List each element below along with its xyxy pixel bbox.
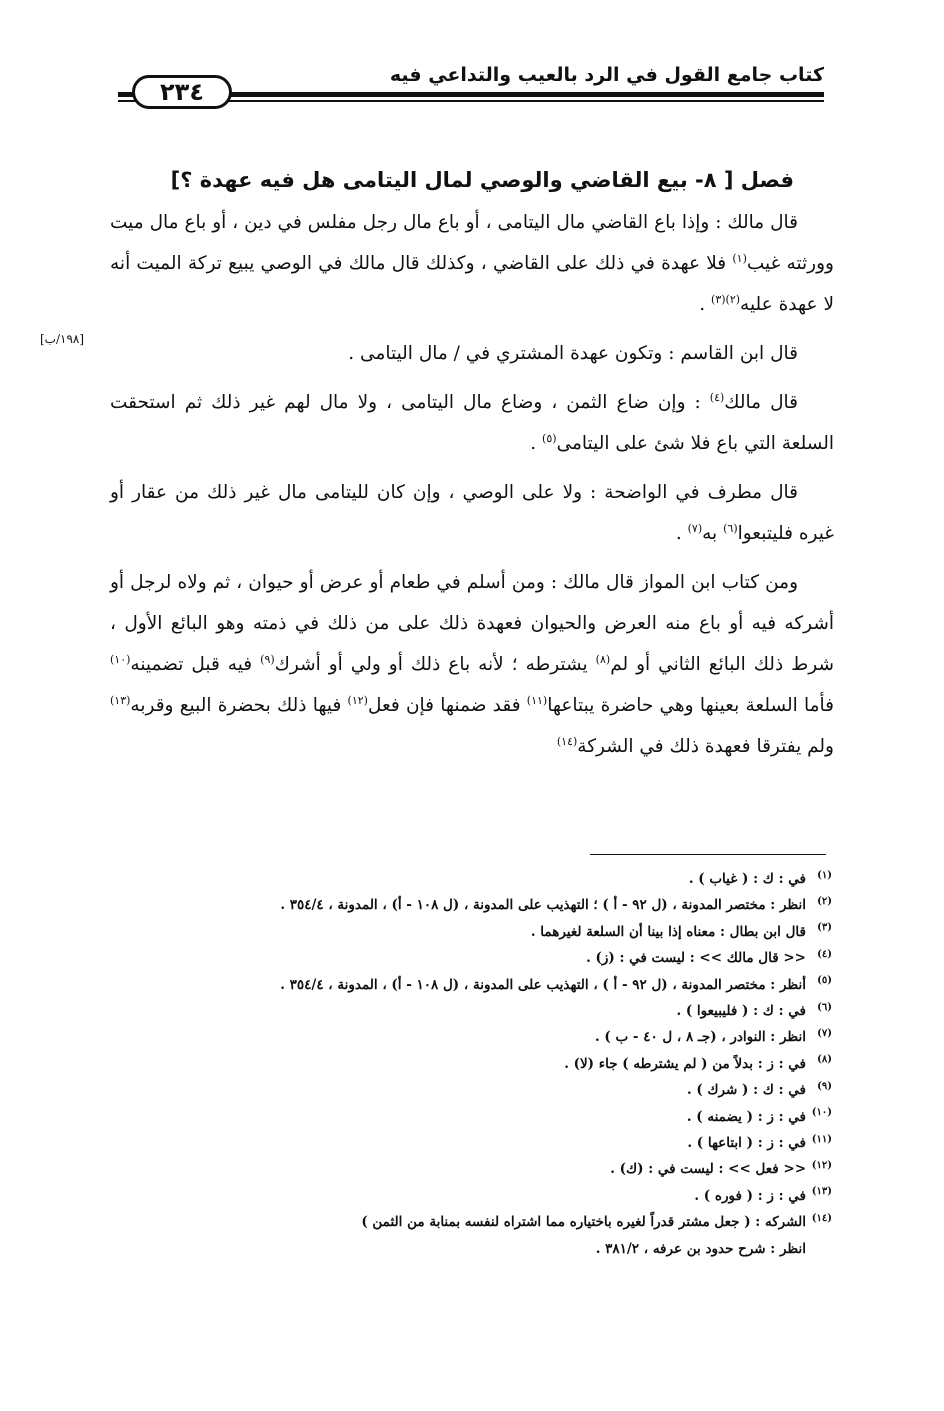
footnote-ref: (١٢) [347,693,368,707]
footnote-ref: (١٣) [110,693,131,707]
book-title: كتاب جامع القول في الرد بالعيب والتداعي فيه [382,64,824,86]
footnote: (٢)انظر : مختصر المدونة ، (ل ٩٢ - أ ) ؛ التهذيب على المدونة ، (ل ١٠٨ - أ) ، المدونة ، ٣٥٤/٤ . [280,895,832,914]
paragraph: ومن كتاب ابن المواز قال مالك : ومن أسلم في طعام أو عرض أو حيوان ، ثم ولاه لرجل أو أشركه فيه أو باع منه العرض والحيوان فعهدة ذلك على من ذلك في ذمته وهو البائع الأول ، شرط ذلك البائع الثاني أو لم$^{(٨)}$ يشترطه ؛ لأنه باع ذلك أو ولي أو أشرك$^{(٩)}$ فيه قبل تضمينه$^{(١٠)}$ فأما السلعة بعينها وهي حاضرة يبتاعها$^{(١١)}$ فقد ضمنها فإن فعل$^{(١٢)}$ فيها ذلك بحضرة البيع وقربه$^{(١٣)}$ ولم يفترقا فعهدة ذلك في الشركة$^{(١٤)}$ [110,572,834,757]
paragraph: قال ابن القاسم : وتكون عهدة المشتري في / مال اليتامى . [348,343,798,364]
paragraph: قال مطرف في الواضحة : ولا على الوصي ، وإن كان لليتامى مال غير ذلك من عقار أو غيره فليتبعوا$^{(٦)}$ به$^{(٧)}$ . [110,482,834,544]
footnote-ref: (٥) [542,431,557,445]
footnote: (١)في : ك : ( غياب ) . [688,869,832,887]
footnote-ref: (١) [732,251,747,265]
footnote-ref: (٢)(٣) [711,292,741,306]
footnote: (٦)في : ك : ( فليبيعوا ) . [676,1001,832,1020]
footnote: (١٢)<< فعل >> : ليست في : (ك) . [610,1159,832,1178]
footnote: (٨)في : ز : بدلاً من ( لم يشترطه ) جاء (لا) . [564,1054,832,1072]
page-number: ٢٣٤ [132,75,232,109]
footnote: (٣)قال ابن بطال : معناه إذا بينا أن السلعة لغيرهما . [530,922,832,940]
paragraph: قال مالك : وإذا باع القاضي مال اليتامى ، أو باع مال رجل مفلس في دين ، أو باع مال ميت وورثته غيب$^{(١)}$ فلا عهدة في ذلك على القاضي ، وكذلك قال مالك في الوصي يبيع تركة الميت أنه لا عهدة عليه$^{(٢)(٣)}$ . [110,212,834,315]
footnote-ref: (٨) [595,652,611,666]
footnote-ref: (٤) [709,390,725,404]
footnote-continuation: انظر : شرح حدود بن عرفه ، ٣٨١/٢ . [595,1240,806,1257]
section-heading: فصل [ ٨- بيع القاضي والوصي لمال اليتامى هل فيه عهدة ؟] [170,168,794,192]
main-text [110,160,834,775]
footnote: (١١)في : ز : ( ابتاعها ) . [687,1133,832,1152]
footnotes [112,866,832,1262]
footnote-ref: (١٠) [110,652,131,666]
footnote: (٧)انظر : النوادر ، (جـ ٨ ، ل ٤٠ - ب ) . [594,1027,832,1046]
footnote-ref: (٩) [260,652,275,666]
footnote: (١٣)في : ز : ( فوره ) . [694,1186,832,1204]
running-header [118,66,824,106]
footnote-ref: (١١) [526,693,548,707]
footnote: (٩)في : ك : ( شرك ) . [686,1080,832,1099]
footnote: (١٤)الشركه : ( جعل مشتر قدراً لغيره باختياره مما اشتراه لنفسه بمنابة من الثمن ) [361,1212,832,1231]
paragraph: قال مالك$^{(٤)}$ : وإن ضاع الثمن ، وضاع مال اليتامى ، ولا مال لهم غير ذلك ثم استحقت السلعة التي باع فلا شئ على اليتامى$^{(٥)}$ . [110,390,834,454]
footnote-ref: (٧) [687,521,703,535]
footnote-separator [590,854,826,855]
footnote: (٥)أنظر : مختصر المدونة ، (ل ٩٢ - أ ) ، التهذيب على المدونة ، (ل ١٠٨ - أ) ، المدونة ، ٣٥٤/٤ . [280,975,832,993]
footnote: (١٠)في : ز : ( يضمنه ) . [686,1107,832,1125]
footnote-ref: (٦) [723,521,738,535]
margin-folio-note: [١٩٨/ب] [40,332,85,346]
footnote-ref: (١٤) [556,734,578,748]
footnote: (٤)<< قال مالك >> : ليست في : (ز) . [586,948,832,967]
